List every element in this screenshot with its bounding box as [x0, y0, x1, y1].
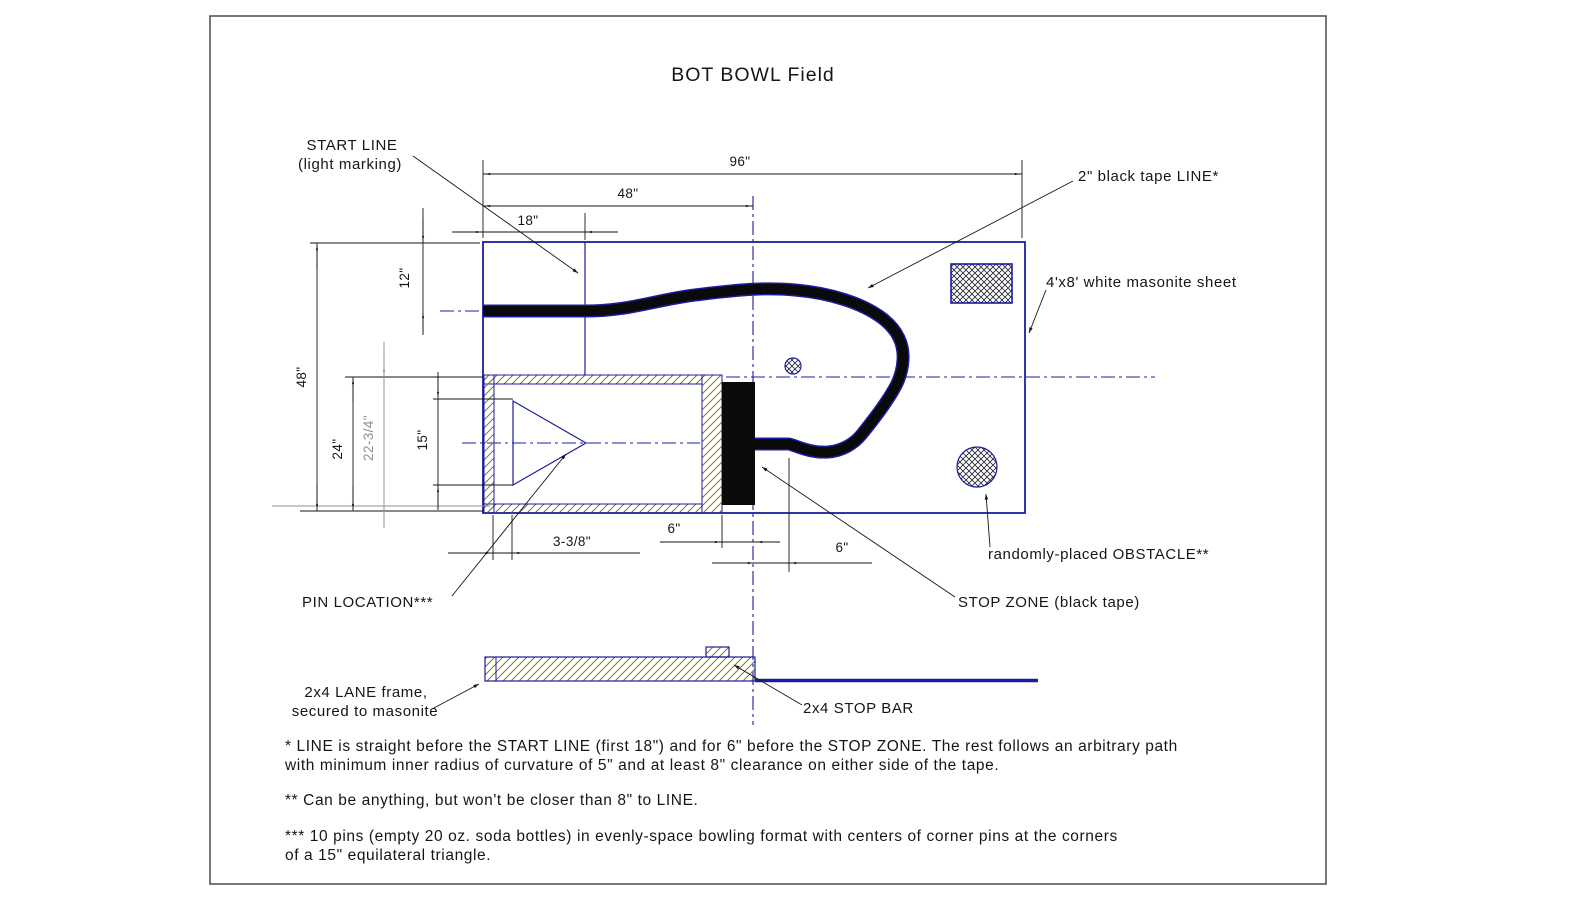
dim-lane-inner: 22-3/4" [361, 415, 376, 461]
label-lane-frame: 2x4 LANE frame, [304, 684, 428, 701]
note-line-rule-1: * LINE is straight before the START LINE (first 18") and for 6" before the STOP ZONE. The rest follows an arbitrary path [285, 738, 1178, 755]
lane-frame-side [485, 657, 755, 681]
label-lane-frame-2: secured to masonite [291, 703, 439, 720]
stop-bar-plan [702, 375, 722, 513]
stop-bar-side [706, 647, 729, 657]
note-pins-rule-2: of a 15" equilateral triangle. [285, 847, 492, 864]
note-obstacle-rule: ** Can be anything, but won't be closer than 8" to LINE. [285, 792, 699, 809]
dim-tape-offset: 12" [397, 267, 412, 289]
note-line-rule-2: with minimum inner radius of curvature of 5" and at least 8" clearance on either side of the tape. [285, 757, 1000, 774]
label-pin-location: PIN LOCATION*** [302, 594, 434, 611]
dim-pin-gap: 3-3/8" [553, 534, 591, 549]
dim-height-total: 48" [294, 366, 309, 388]
page-title: BOT BOWL Field [671, 64, 835, 86]
label-stop-zone: STOP ZONE (black tape) [958, 594, 1140, 611]
stop-zone-tape [722, 382, 755, 505]
lane-rail-top [484, 375, 702, 384]
dim-height-half: 24" [330, 438, 345, 460]
dim-stop-approach: 6" [835, 540, 849, 555]
label-start-line-2: (light marking) [297, 156, 403, 173]
obstacle-circle [957, 447, 997, 487]
obstacle-square [951, 264, 1012, 303]
dim-pin-triangle: 15" [415, 429, 430, 451]
dim-width-total: 96" [729, 154, 751, 169]
label-start-line: START LINE [306, 137, 398, 154]
dim-width-start: 18" [517, 213, 539, 228]
dim-width-half: 48" [617, 186, 639, 201]
label-tape-line: 2" black tape LINE* [1078, 168, 1219, 185]
lane-rail-left [484, 375, 494, 513]
lane-rail-bottom [484, 504, 702, 513]
label-stop-bar: 2x4 STOP BAR [803, 700, 914, 717]
center-mark-circle [785, 358, 801, 374]
dim-stop-zone-w: 6" [667, 521, 681, 536]
label-masonite: 4'x8' white masonite sheet [1046, 274, 1237, 291]
note-pins-rule-1: *** 10 pins (empty 20 oz. soda bottles) in evenly-space bowling format with centers of corner pins at the corners [285, 828, 1118, 845]
label-obstacle: randomly-placed OBSTACLE** [988, 546, 1210, 563]
